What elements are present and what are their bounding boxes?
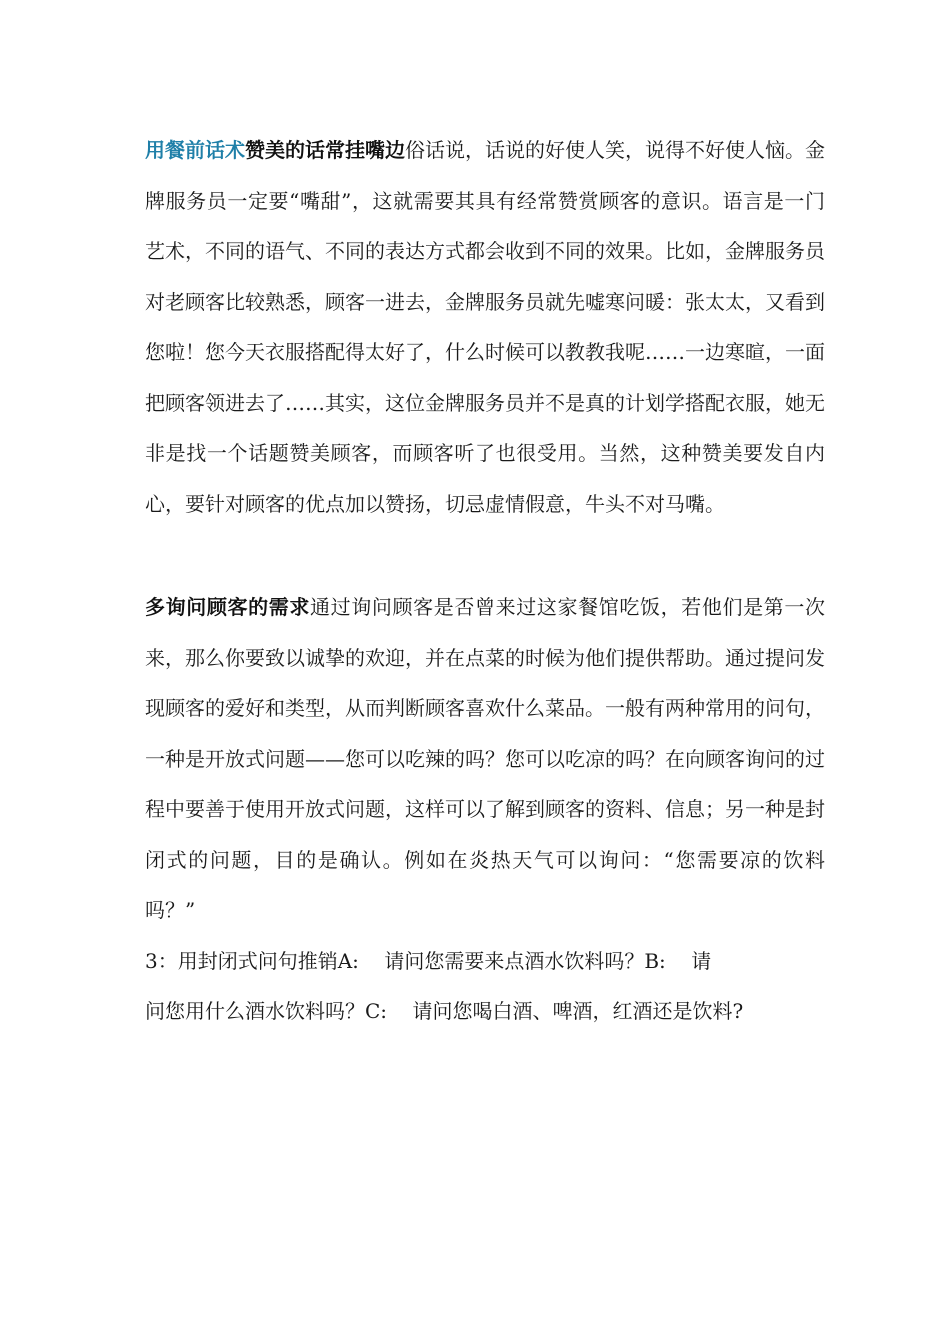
closed-question-line-2: 问您用什么酒水饮料吗？C: 请问您喝白酒、啤酒，红酒还是饮料? (145, 999, 744, 1023)
paragraph-needs (145, 582, 825, 1037)
subheading-praise: 赞美的话常挂嘴边 (245, 138, 405, 162)
paragraph-greeting (145, 125, 825, 529)
section-heading-pre-meal: 用餐前话术 (145, 138, 245, 162)
closed-question-line-1: 3：用封闭式问句推销A: 请问您需要来点酒水饮料吗？B: 请 (145, 948, 712, 973)
paragraph-needs-body: 通过询问顾客是否曾来过这家餐馆吃饭，若他们是第一次来，那么你要致以诚挚的欢迎，并在点菜的时候为他们提供帮助。通过提问发现顾客的爱好和类型，从而判断顾客喜欢什么菜品。一般有两种常用的问句，一种是开放式问题——您可以吃辣的吗？您可以吃凉的吗？在向顾客询问的过程中要善于使用开放式问题，这样可以了解到顾客的资料、信息；另一种是封闭式的问题，目的是确认。例如在炎热天气可以询问：“您需要凉的饮料吗？” (145, 595, 825, 922)
paragraph-greeting-body: 俗话说，话说的好使人笑，说得不好使人恼。金牌服务员一定要“嘴甜”，这就需要其具有经常赞赏顾客的意识。语言是一门艺术，不同的语气、不同的表达方式都会收到不同的效果。比如，金牌服务员对老顾客比较熟悉，顾客一进去，金牌服务员就先嘘寒问暖：张太太，又看到您啦！您今天衣服搭配得太好了，什么时候可以教教我呢……一边寒暄，一面把顾客领进去了……其实，这位金牌服务员并不是真的计划学搭配衣服，她无非是找一个话题赞美顾客，而顾客听了也很受用。当然，这种赞美要发自内心，要针对顾客的优点加以赞扬，切忌虚情假意，牛头不对马嘴。 (145, 138, 825, 516)
subheading-ask-needs: 多询问顾客的需求 (145, 595, 310, 619)
document-page (145, 125, 825, 1037)
